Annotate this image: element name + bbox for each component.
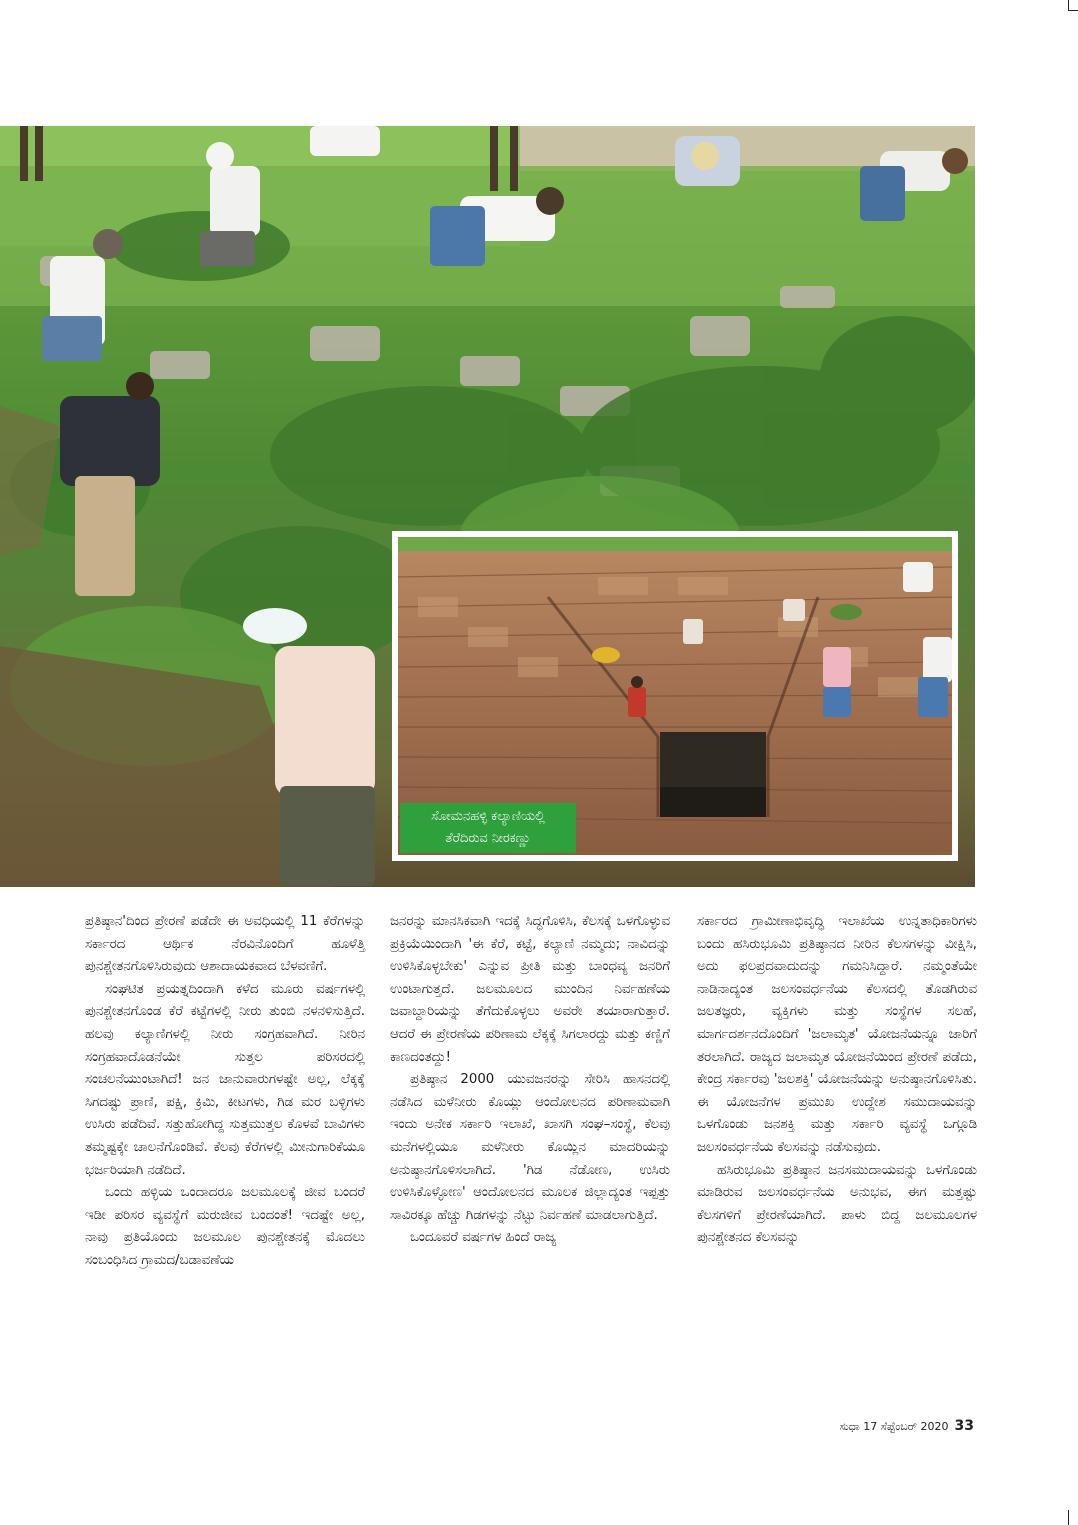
paragraph: ಸಂಘಟಿತ ಪ್ರಯತ್ನದಿಂದಾಗಿ ಕಳೆದ ಮೂರು ವರ್ಷಗಳಲ್ಲಿ ಪುನಶ್ಚೇತನಗೊಂಡ ಕೆರೆ ಕಟ್ಟೆಗಳಲ್ಲಿ ನೀರು ತುಂಬಿ ನಳನಳಿಸುತ್ತಿದೆ. ಹಲವು ಕಲ್ಯಾಣಿಗಳಲ್ಲಿ ನೀರು ಸಂಗ್ರಹವಾಗಿದೆ. ನೀರಿನ ಸಂಗ್ರಹವಾದೊಡನೆಯೇ ಸುತ್ತಲ ಪರಿಸರದಲ್ಲಿ ಸಂಚಲನೆಯುಂಟಾಗಿದೆ! ಜನ ಜಾನುವಾರುಗಳಷ್ಟೇ ಅಲ್ಲ, ಲೆಕ್ಕಕ್ಕೆ ಸಿಗದಷ್ಟು ಪ್ರಾಣಿ, ಪಕ್ಷಿ, ಕ್ರಿಮಿ, ಕೀಟಗಳು, ಗಿಡ ಮರ ಬಳ್ಳಿಗಳು ಉಸಿರು ಪಡೆದಿವೆ. ಸತ್ತುಹೋಗಿದ್ದ ಸುತ್ತಮುತ್ತಲ ಕೊಳವೆ ಬಾವಿಗಳು ತಮ್ಮಷ್ಟಕ್ಕೇ ಚಾಲನೆಗೊಂಡಿವೆ. ಕೆಲವು ಕೆರೆಗಳಲ್ಲಿ ಮೀನುಗಾರಿಕೆಯೂ ಭರ್ಜರಿಯಾಗಿ ನಡೆದಿದೆ. xyxy=(85,981,365,1178)
paragraph: ಹಸಿರುಭೂಮಿ ಪ್ರತಿಷ್ಠಾನ ಜನಸಮುದಾಯವನ್ನು ಒಳಗೊಂಡು ಮಾಡಿರುವ ಜಲಸಂವರ್ಧನೆಯ ಅನುಭವ, ಈಗ ಮತ್ತಷ್ಟು ಕೆಲಸಗಳಿಗೆ ಪ್ರೇರಣೆಯಾಗಿದೆ. ಪಾಳು ಬಿದ್ದ ಜಲಮೂಲಗಳ ಪುನಶ್ಚೇತನದ ಕೆಲಸವನ್ನು xyxy=(697,1162,977,1246)
folio-magazine-date: ಸುಧಾ 17 ಸೆಪ್ಟೆಂಬರ್ 2020 xyxy=(839,1420,949,1433)
crop-mark-top-right xyxy=(1068,0,1069,10)
inset-caption-line1: ಸೋಮನಹಳ್ಳಿ ಕಲ್ಯಾಣಿಯಲ್ಲಿ xyxy=(431,809,545,824)
paragraph: ಸರ್ಕಾರದ ಗ್ರಾಮೀಣಾಭಿವೃದ್ಧಿ ಇಲಾಖೆಯ ಉನ್ನತಾಧಿಕಾರಿಗಳು ಬಂದು ಹಸಿರುಭೂಮಿ ಪ್ರತಿಷ್ಠಾನದ ನೀರಿನ ಕೆಲಸಗಳನ್ನು ವೀಕ್ಷಿಸಿ, ಅದು ಫಲಪ್ರದವಾದುದನ್ನು ಗಮನಿಸಿದ್ದಾರೆ. ನಮ್ಮಂತೆಯೇ ನಾಡಿನಾದ್ಯಂತ ಜಲಸಂವರ್ಧನೆಯ ಕೆಲಸದಲ್ಲಿ ತೊಡಗಿರುವ ಜಲತಜ್ಞರು, ವ್ಯಕ್ತಿಗಳು ಮತ್ತು ಸಂಸ್ಥೆಗಳ ಸಲಹೆ, ಮಾರ್ಗದರ್ಶನದೊಂದಿಗೆ 'ಜಲಾಮೃತ' ಯೋಜನೆಯನ್ನೂ ಜಾರಿಗೆ ತರಲಾಗಿದೆ. ರಾಜ್ಯದ ಜಲಾಮೃತ ಯೋಜನೆಯಿಂದ ಪ್ರೇರಣೆ ಪಡೆದು, ಕೇಂದ್ರ ಸರ್ಕಾರವು 'ಜಲಶಕ್ತಿ' ಯೋಜನೆಯನ್ನು ಅನುಷ್ಠಾನಗೊಳಿಸಿತು. ಈ ಯೋಜನೆಗಳ ಪ್ರಮುಖ ಉದ್ದೇಶ ಸಮುದಾಯವನ್ನು ಒಳಗೊಂಡು ಜನಶಕ್ತಿ ಮತ್ತು ಸರ್ಕಾರಿ ವ್ಯವಸ್ಥೆ ಒಗ್ಗೂಡಿ ಜಲಸಂವರ್ಧನೆಯ ಕೆಲಸವನ್ನು ನಡೆಸುವುದು. xyxy=(697,914,977,1155)
crop-mark-top-right-h xyxy=(1068,10,1078,11)
paragraph: ಜನರನ್ನು ಮಾನಸಿಕವಾಗಿ ಇದಕ್ಕೆ ಸಿದ್ಧಗೊಳಿಸಿ, ಕೆಲಸಕ್ಕೆ ಒಳಗೊಳ್ಳುವ ಪ್ರಕ್ರಿಯೆಯಿಂದಾಗಿ 'ಈ ಕೆರೆ, ಕಟ್ಟೆ, ಕಲ್ಯಾಣಿ ನಮ್ಮದು; ನಾವಿದನ್ನು ಉಳಿಸಿಕೊಳ್ಳಬೇಕು' ಎನ್ನುವ ಪ್ರೀತಿ ಮತ್ತು ಬಾಂಧವ್ಯ ಜನರಿಗೆ ಉಂಟಾಗುತ್ತದೆ. ಜಲಮೂಲದ ಮುಂದಿನ ನಿರ್ವಹಣೆಯ ಜವಾಬ್ದಾರಿಯನ್ನು ತೆಗೆದುಕೊಳ್ಳಲು ಅವರೇ ತಯಾರಾಗುತ್ತಾರೆ. ಆದರೆ ಈ ಪ್ರೇರಣೆಯ ಪರಿಣಾಮ ಲೆಕ್ಕಕ್ಕೆ ಸಿಗಲಾರದ್ದು ಮತ್ತು ಕಣ್ಣಿಗೆ ಕಾಣದಂತದ್ದು! xyxy=(390,914,670,1065)
inset-caption-line2: ತೆರೆದಿರುವ ನೀರಕಣ್ಣು xyxy=(445,831,531,846)
page-number: 33 xyxy=(954,1418,974,1434)
main-photo xyxy=(0,126,975,887)
article-column-1 xyxy=(85,911,365,1273)
inset-photo-image xyxy=(398,537,952,855)
paragraph: ಪ್ರತಿಷ್ಠಾನ 2000 ಯುವಜನರನ್ನು ಸೇರಿಸಿ ಹಾಸನದಲ್ಲಿ ನಡೆಸಿದ ಮಳೆನೀರು ಕೊಯ್ಲು ಆಂದೋಲನದ ಪರಿಣಾಮವಾಗಿ ಇಂದು ಅನೇಕ ಸರ್ಕಾರಿ ಇಲಾಖೆ, ಖಾಸಗಿ ಸಂಘ–ಸಂಸ್ಥೆ, ಕೆಲವು ಮನೆಗಳಲ್ಲಿಯೂ ಮಳೆನೀರು ಕೊಯ್ಲಿನ ಮಾದರಿಯನ್ನು ಅನುಷ್ಠಾನಗೊಳಿಸಲಾಗಿದೆ. 'ಗಿಡ ನೆಡೋಣ, ಉಸಿರು ಉಳಿಸಿಕೊಳ್ಳೋಣ' ಆಂದೋಲನದ ಮೂಲಕ ಜಿಲ್ಲಾದ್ಯಂತ ಇಪ್ಪತ್ತು ಸಾವಿರಕ್ಕೂ ಹೆಚ್ಚು ಗಿಡಗಳನ್ನು ನೆಟ್ಟು ನಿರ್ವಹಣೆ ಮಾಡಲಾಗುತ್ತಿದೆ. xyxy=(390,1072,670,1223)
crop-mark-bottom-right xyxy=(1068,1510,1069,1525)
paragraph: ಒಂದು ಹಳ್ಳಿಯ ಒಂದಾದರೂ ಜಲಮೂಲಕ್ಕೆ ಜೀವ ಬಂದರೆ ಇಡೀ ಪರಿಸರ ವ್ಯವಸ್ಥೆಗೆ ಮರುಜೀವ ಬಂದಂತೆ! ಇದಷ್ಟೇ ಅಲ್ಲ, ನಾವು ಪ್ರತಿಯೊಂದು ಜಲಮೂಲ ಪುನಶ್ಚೇತನಕ್ಕೆ ಮೊದಲು ಸಂಬಂಧಿಸಿದ ಗ್ರಾಮದ/ಬಡಾವಣೆಯ xyxy=(85,1185,365,1268)
article-body xyxy=(85,911,975,1396)
inset-caption xyxy=(400,803,576,853)
article-column-2 xyxy=(390,911,670,1250)
paragraph: ಪ್ರತಿಷ್ಠಾನ'ದಿಂದ ಪ್ರೇರಣೆ ಪಡೆದೇ ಈ ಅವಧಿಯಲ್ಲಿ 11 ಕೆರೆಗಳನ್ನು ಸರ್ಕಾರದ ಆರ್ಥಿಕ ನೆರವಿನೊಂದಿಗೆ ಹೂಳೆತ್ತಿ ಪುನಶ್ಚೇತನಗೊಳಿಸಿರುವುದು ಆಶಾದಾಯಕವಾದ ಬೆಳವಣಿಗೆ. xyxy=(85,914,365,975)
page-folio xyxy=(839,1418,974,1434)
inset-photo xyxy=(392,531,958,861)
article-column-3 xyxy=(697,911,977,1250)
paragraph: ಒಂದೂವರೆ ವರ್ಷಗಳ ಹಿಂದೆ ರಾಜ್ಯ xyxy=(410,1230,557,1246)
